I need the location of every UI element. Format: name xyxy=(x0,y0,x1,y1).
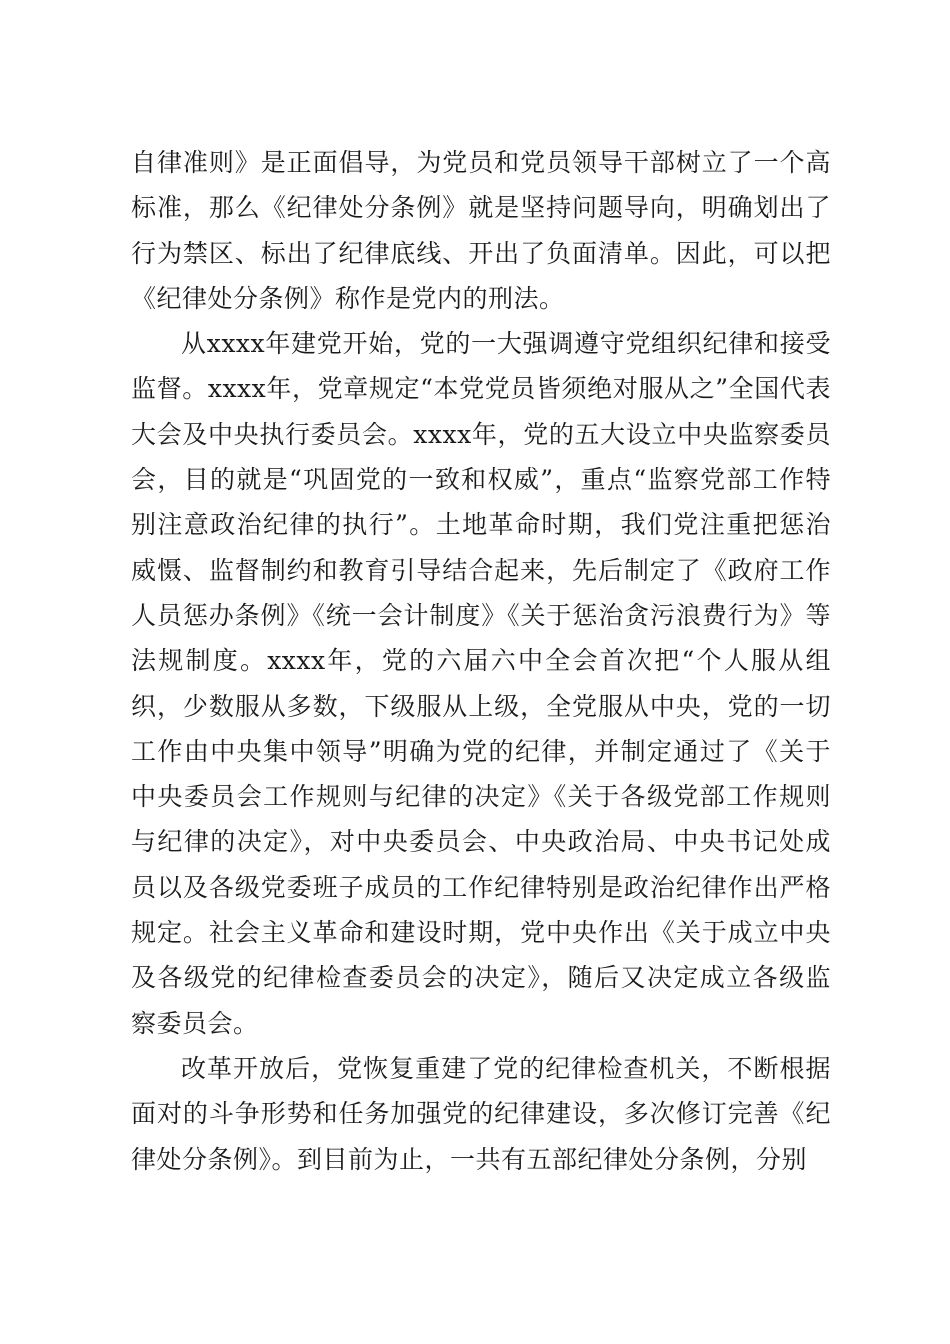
paragraph-reform-opening: 改革开放后，党恢复重建了党的纪律检查机关，不断根据面对的斗争形势和任务加强党的纪律建设，多次修订完善《纪律处分条例》。到目前为止，一共有五部纪律处分条例，分别 xyxy=(131,1053,831,1174)
paragraph-continuation: 自律准则》是正面倡导，为党员和党员领导干部树立了一个高标准，那么《纪律处分条例》就是坚持问题导向，明确划出了行为禁区、标出了纪律底线、开出了负面清单。因此，可以把《纪律处分条例》称作是党内的刑法。 xyxy=(131,148,831,313)
document-body xyxy=(131,140,831,1182)
paragraph-party-history: 从xxxx年建党开始，党的一大强调遵守党组织纪律和接受监督。xxxx年，党章规定“本党党员皆须绝对服从之”全国代表大会及中央执行委员会。xxxx年，党的五大设立中央监察委员会，目的就是“巩固党的一致和权威”，重点“监察党部工作特别注意政治纪律的执行”。土地革命时期，我们党注重把惩治威慑、监督制约和教育引导结合起来，先后制定了《政府工作人员惩办条例》《统一会计制度》《关于惩治贪污浪费行为》等法规制度。xxxx年，党的六届六中全会首次把“个人服从组织，少数服从多数，下级服从上级，全党服从中央，党的一切工作由中央集中领导”明确为党的纪律，并制定通过了《关于中央委员会工作规则与纪律的决定》《关于各级党部工作规则与纪律的决定》，对中央委员会、中央政治局、中央书记处成员以及各级党委班子成员的工作纪律特别是政治纪律作出严格规定。社会主义革命和建设时期，党中央作出《关于成立中央及各级党的纪律检查委员会的决定》，随后又决定成立各级监察委员会。 xyxy=(131,329,831,1038)
